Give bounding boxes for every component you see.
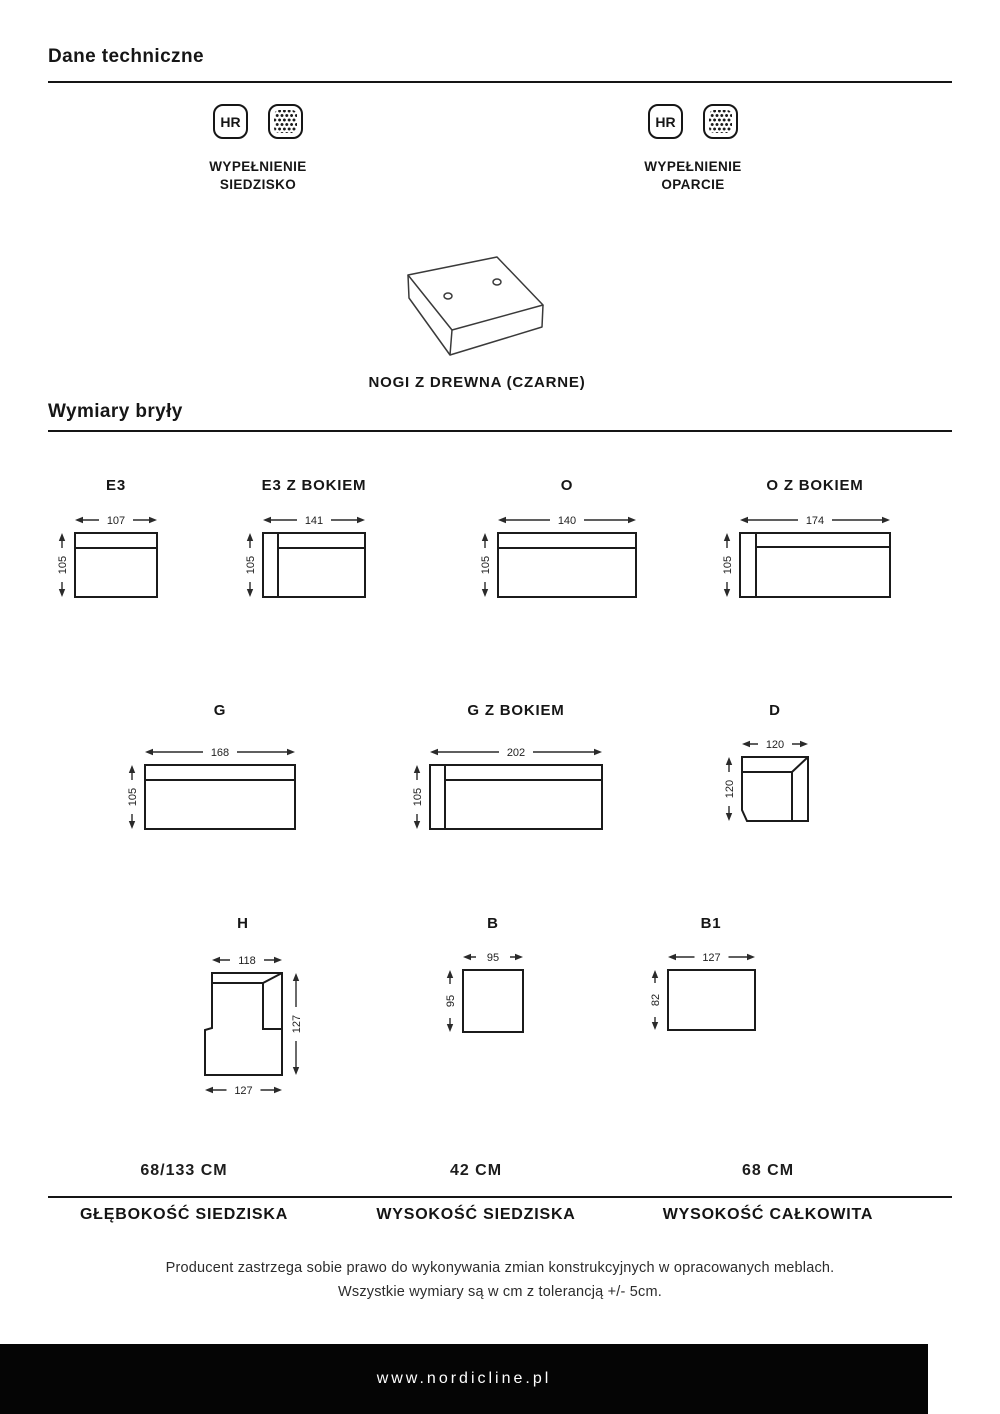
svg-text:127: 127	[702, 952, 721, 964]
module-label-b1: B1	[700, 915, 722, 932]
stat-value: 42 CM	[449, 1162, 503, 1179]
hr-foam-icon	[648, 104, 683, 139]
svg-text:120: 120	[765, 739, 785, 751]
stat-value: 68 CM	[741, 1162, 795, 1179]
module-diagram-b1	[642, 944, 760, 1036]
disclaimer-line2: Wszystkie wymiary są w cm z tolerancją +/- 5cm.	[337, 1284, 663, 1300]
svg-text:105: 105	[480, 555, 492, 575]
svg-text:120: 120	[724, 779, 736, 799]
stat-label: WYSOKOŚĆ SIEDZISKA	[376, 1206, 576, 1223]
module-diagram-d	[716, 731, 813, 827]
svg-text:105: 105	[412, 787, 424, 807]
filling-label-seat	[148, 158, 368, 194]
module-label-h: H	[237, 915, 249, 932]
stat-label-total-height	[618, 1206, 918, 1224]
module-label-g-z-bokiem: G Z BOKIEM	[467, 702, 565, 719]
footer-bar	[0, 1344, 928, 1414]
svg-text:105: 105	[245, 555, 257, 575]
hr-badge-text: HR	[220, 113, 241, 130]
dotted-filling-icon	[703, 104, 738, 139]
leg-caption: NOGI Z DREWNA (CZARNE)	[368, 374, 586, 391]
svg-text:140: 140	[557, 515, 577, 527]
dimensions-divider	[48, 430, 952, 432]
wooden-leg-drawing	[385, 248, 575, 371]
filling-label-line2: SIEDZISKO	[219, 177, 297, 193]
module-label-g: G	[213, 702, 227, 719]
module-diagram-e3	[49, 507, 162, 603]
stat-label-seat-height	[326, 1206, 626, 1224]
svg-text:105: 105	[722, 555, 734, 575]
stat-value: 68/133 CM	[140, 1162, 228, 1179]
hr-foam-icon	[213, 104, 248, 139]
svg-text:95: 95	[486, 952, 500, 964]
svg-text:168: 168	[210, 747, 230, 759]
module-label-d: D	[769, 702, 781, 719]
stat-seat-depth	[34, 1162, 334, 1180]
hr-badge-text: HR	[655, 113, 676, 130]
svg-text:105: 105	[127, 787, 139, 807]
module-label-o-z-bokiem: O Z BOKIEM	[766, 477, 864, 494]
svg-text:127: 127	[291, 1014, 303, 1034]
module-diagram-h	[201, 947, 312, 1103]
svg-text:107: 107	[106, 515, 126, 527]
module-diagram-g-z-bokiem	[404, 739, 607, 835]
stat-total-height	[618, 1162, 918, 1180]
dots-pattern	[709, 110, 732, 133]
dotted-filling-icon	[268, 104, 303, 139]
section-title-wymiary-bryly: Wymiary bryły	[48, 401, 183, 422]
svg-text:174: 174	[805, 515, 825, 527]
section-title-dane-techniczne: Dane techniczne	[48, 46, 204, 67]
module-diagram-o-z-bokiem	[714, 507, 895, 603]
disclaimer-line1: Producent zastrzega sobie prawo do wykonywania zmian konstrukcyjnych w opracowanych meblach.	[165, 1260, 835, 1276]
stat-label: WYSOKOŚĆ CAŁKOWITA	[662, 1206, 874, 1223]
svg-text:118: 118	[238, 955, 256, 967]
filling-label-backrest	[583, 158, 803, 194]
svg-text:95: 95	[445, 994, 457, 1008]
module-label-b: B	[487, 915, 499, 932]
filling-label-line1: WYPEŁNIENIE	[644, 159, 742, 174]
svg-text:82: 82	[650, 993, 662, 1007]
module-diagram-b	[437, 944, 528, 1038]
module-diagram-g	[119, 739, 300, 835]
module-label-o: O	[560, 477, 574, 494]
dots-pattern	[274, 110, 297, 133]
module-diagram-e3-z-bokiem	[237, 507, 370, 603]
filling-label-line2: OPARCIE	[661, 177, 725, 193]
stat-label-seat-depth	[34, 1206, 334, 1224]
module-label-e3-z-bokiem: E3 Z BOKIEM	[261, 477, 367, 494]
svg-text:105: 105	[57, 555, 69, 575]
svg-text:127: 127	[234, 1085, 253, 1097]
module-diagram-o	[472, 507, 641, 603]
footer-url: www.nordicline.pl	[376, 1370, 552, 1387]
module-label-e3: E3	[106, 477, 126, 494]
header-divider	[48, 81, 952, 83]
filling-label-line1: WYPEŁNIENIE	[209, 159, 307, 174]
svg-text:141: 141	[304, 515, 324, 527]
stats-divider	[48, 1196, 952, 1198]
stat-seat-height	[326, 1162, 626, 1180]
svg-text:202: 202	[506, 747, 526, 759]
stat-label: GŁĘBOKOŚĆ SIEDZISKA	[79, 1206, 289, 1223]
